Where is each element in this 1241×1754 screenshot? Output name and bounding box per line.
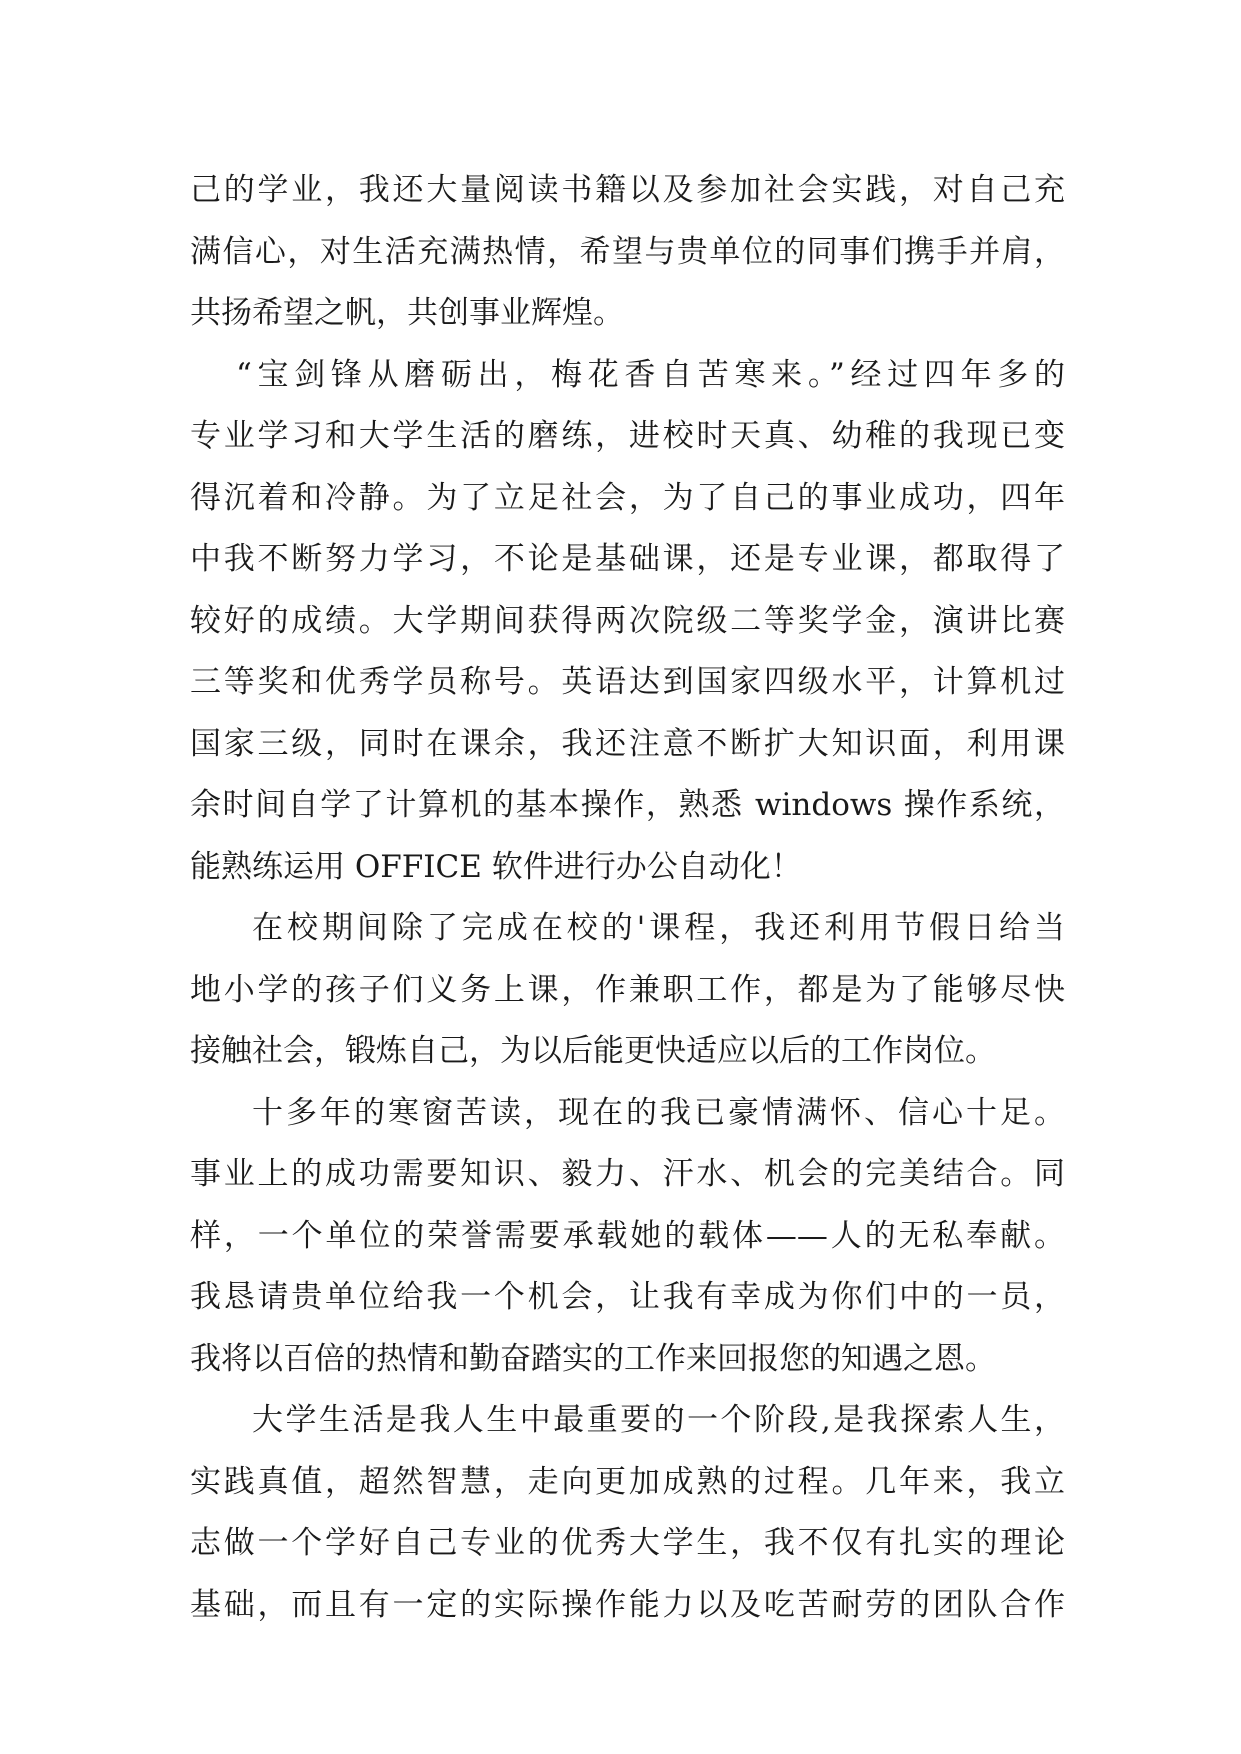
paragraph (190, 345, 1065, 899)
text-line: 国家三级，同时在课余，我还注意不断扩大知识面，利用课 (190, 725, 1065, 762)
text-line: 事业上的成功需要知识、毅力、汗水、机会的完美结合。同 (190, 1156, 1065, 1192)
document-body (190, 160, 1065, 1636)
text-line: 我将以百倍的热情和勤奋踏实的工作来回报您的知遇之恩。 (190, 1340, 996, 1377)
text-line: 中我不断努力学习，不论是基础课，还是专业课，都取得了 (190, 541, 1065, 577)
text-line: 满信心，对生活充满热情，希望与贵单位的同事们携手并肩， (190, 233, 1065, 270)
text-line: 余时间自学了计算机的基本操作，熟悉 windows 操作系统， (190, 787, 1065, 823)
text-line: 十多年的寒窗苦读，现在的我已豪情满怀、信心十足。 (252, 1094, 1065, 1131)
paragraph (190, 160, 1065, 345)
text-line: 我恳请贵单位给我一个机会，让我有幸成为你们中的一员， (190, 1279, 1065, 1315)
text-line: 较好的成绩。大学期间获得两次院级二等奖学金，演讲比赛 (190, 602, 1065, 639)
text-line: 三等奖和优秀学员称号。英语达到国家四级水平，计算机过 (190, 664, 1065, 700)
text-line: “宝剑锋从磨砺出，梅花香自苦寒来。”经过四年多的 (236, 356, 1065, 393)
text-line: 能熟练运用 OFFICE 软件进行办公自动化！ (190, 848, 802, 885)
paragraph (190, 898, 1065, 1083)
text-line: 基础，而且有一定的实际操作能力以及吃苦耐劳的团队合作 (190, 1586, 1065, 1623)
text-line: 共扬希望之帆，共创事业辉煌。 (190, 295, 624, 331)
text-line: 己的学业，我还大量阅读书籍以及参加社会实践，对自己充 (190, 172, 1065, 208)
text-line: 得沉着和冷静。为了立足社会，为了自己的事业成功，四年 (190, 479, 1065, 516)
text-line: 接触社会，锻炼自己，为以后能更快适应以后的工作岗位。 (190, 1033, 996, 1069)
paragraph (190, 1390, 1065, 1636)
text-line: 样，一个单位的荣誉需要承载她的载体——人的无私奉献。 (190, 1217, 1065, 1254)
text-line: 在校期间除了完成在校的'课程，我还利用节假日给当 (252, 910, 1065, 946)
text-line: 志做一个学好自己专业的优秀大学生，我不仅有扎实的理论 (190, 1525, 1065, 1561)
text-line: 地小学的孩子们义务上课，作兼职工作，都是为了能够尽快 (190, 971, 1065, 1008)
text-line: 专业学习和大学生活的磨练，进校时天真、幼稚的我现已变 (190, 418, 1065, 454)
text-line: 大学生活是我人生中最重要的一个阶段,是我探索人生， (252, 1402, 1065, 1438)
paragraph (190, 1083, 1065, 1391)
text-line: 实践真值，超然智慧，走向更加成熟的过程。几年来，我立 (190, 1463, 1065, 1500)
